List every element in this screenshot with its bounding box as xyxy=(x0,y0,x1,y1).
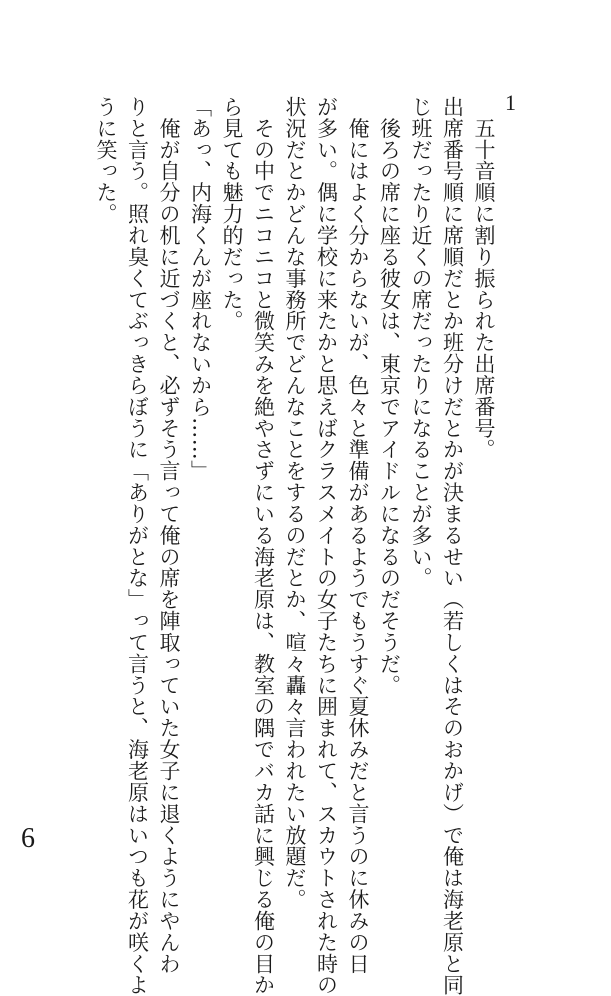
text-line: その中でニコニコと微笑みを絶やさずにいる海老原は、教室の隅でバカ話に興じる俺の目か xyxy=(251,96,276,996)
text-line: が多い。偶に学校に来たかと思えばクラスメイトの女子たちに囲まれて、スカウトされた時の xyxy=(314,96,339,996)
text-line: りと言う。照れ臭くてぶっきらぼうに「ありがとな」って言うと、海老原はいつも花が咲くよ xyxy=(125,96,150,996)
body-text xyxy=(90,96,500,996)
text-line: うに笑った。 xyxy=(94,96,118,225)
page-number: 6 xyxy=(21,823,35,854)
text-line: じ班だったり近くの席だったりになることが多い。 xyxy=(409,96,433,589)
text-line: 後ろの席に座る彼女は、東京でアイドルになるのだそうだ。 xyxy=(377,96,402,696)
text-line: 「あっ、内海くんが座れないから……」 xyxy=(188,96,213,482)
text-line: 状況だとかどんな事務所でどんなことをするのだとか、喧々轟々言われたい放題だ。 xyxy=(283,96,307,910)
text-line: 五十音順に割り振られた出席番号。 xyxy=(472,96,496,461)
text-line: ら見ても魅力的だった。 xyxy=(220,96,244,332)
text-line: 出席番号順に席順だとか班分けだとかが決まるせい（若しくはそのおかげ）で俺は海老原と同 xyxy=(440,96,465,996)
text-line: 俺にはよく分からないが、色々と準備があるようでもうすぐ夏休みだと言うのに休みの日 xyxy=(346,96,370,975)
chapter-number: 1 xyxy=(505,90,516,115)
text-line: 俺が自分の机に近づくと、必ずそう言って俺の席を陣取っていた女子に退くようにやんわ xyxy=(157,96,181,975)
